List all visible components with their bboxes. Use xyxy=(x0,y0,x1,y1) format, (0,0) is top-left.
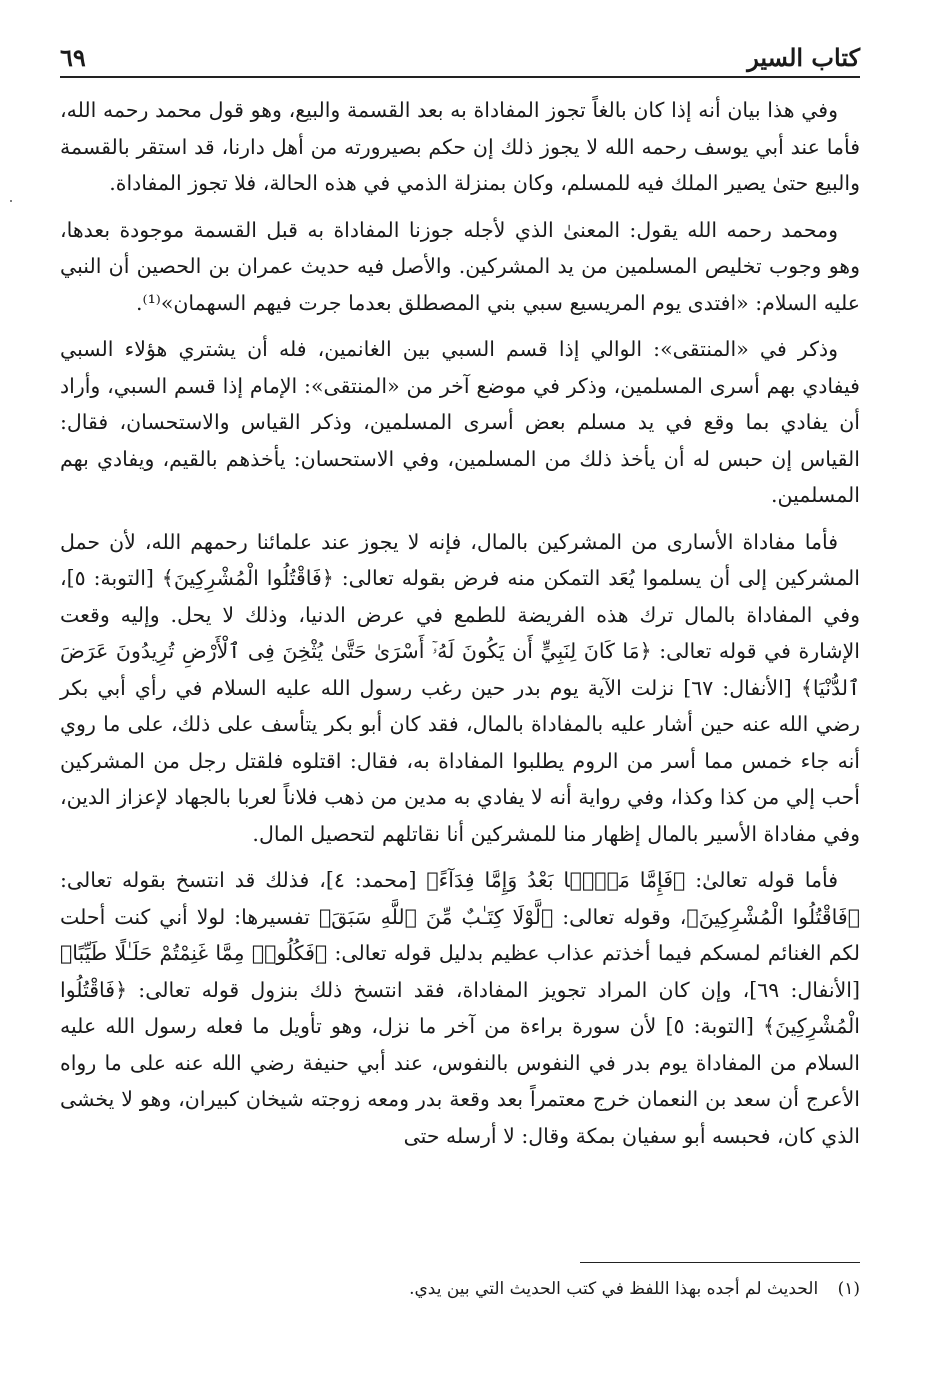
page-header xyxy=(60,28,860,78)
scan-speck xyxy=(10,200,12,202)
footnote-number: (١) xyxy=(837,1279,860,1299)
paragraph: وفي هذا بيان أنه إذا كان بالغاً تجوز المفاداة به بعد القسمة والبيع، وهو قول محمد رحمه الله، فأما عند أبي يوسف رحمه الله لا يجوز ذلك إن حكم بصيرورته من أهل دارنا، قد استقر بالقسمة والبيع حتىٰ يصير الملك فيه للمسلم، وكان بمنزلة الذمي في هذه الحالة، فلا تجوز المفاداة. xyxy=(60,98,860,195)
main-text xyxy=(60,92,860,1164)
paragraph: ومحمد رحمه الله يقول: المعنىٰ الذي لأجله جوزنا المفاداة به قبل القسمة موجودة بعدها، وهو وجوب تخليص المسلمين من يد المشركين. والأصل فيه حديث عمران بن الحصين أن النبي عليه السلام: «افتدى يوم المريسيع سبي بني المصطلق بعدما جرت فيهم السهمان»⁽¹⁾. xyxy=(60,217,860,315)
footnote xyxy=(60,1276,860,1302)
paragraph: فأما قوله تعالىٰ: ﴿فَإِمَّا مَنًّۢا بَعْدُ وَإِمَّا فِدَآءً﴾ [محمد: ٤]، فذلك قد انتسخ بقوله تعالى: ﴿فَاقْتُلُوا الْمُشْرِكِينَ﴾، وقوله تعالى: ﴿لَّوْلَا كِتَـٰبٌ مِّنَ ٱللَّهِ سَبَقَ﴾ تفسيرها: لولا أني كنت أحلت لكم الغنائم لمسكم فيما أخذتم عذاب عظيم بدليل قوله تعالى: ﴿فَكُلُوا۟ مِمَّا غَنِمْتُمْ حَلَـٰلًا طَيِّبًا﴾ [الأنفال: ٦٩]، وإن كان المراد تجويز المفاداة، فقد انتسخ ذلك بنزول قوله تعالى: ﴿فَاقْتُلُوا الْمُشْرِكِينَ﴾ [التوبة: ٥] لأن سورة براءة من آخر ما نزل، وهو تأويل ما فعله رسول الله عليه السلام من المفاداة يوم بدر في النفوس بالنفوس، عند أبي حنيفة رضي الله عنه على ما رواه الأعرج أن سعد بن النعمان خرج معتمراً بعد وقعة بدر ومعه زوجته شيخان كبيران، وهو لا يخشى الذي كان، فحبسه أبو سفيان بمكة وقال: لا أرسله حتى xyxy=(60,868,860,1148)
page-number: ٦٩ xyxy=(60,43,86,72)
paragraph: فأما مفاداة الأسارى من المشركين بالمال، فإنه لا يجوز عند علمائنا رحمهم الله، لأن حمل المشركين إلى أن يسلموا يُعَد التمكن منه فرض بقوله تعالى: ﴿فَاقْتُلُوا الْمُشْرِكِينَ﴾ [التوبة: ٥]، وفي المفاداة بالمال ترك هذه الفريضة للطمع في عرض الدنيا، وذلك لا يحل. وإليه وقعت الإشارة في قوله تعالى: ﴿مَا كَانَ لِنَبِيٍّ أَن يَكُونَ لَهُۥٓ أَسْرَىٰ حَتَّىٰ يُثْخِنَ فِى ٱلْأَرْضِ تُرِيدُونَ عَرَضَ ٱلدُّنْيَا﴾ [الأنفال: ٦٧] نزلت الآية يوم بدر حين رغب رسول الله عليه السلام في رأي أبي بكر رضي الله عنه حين أشار عليه بالمفاداة بالمال، فقد كان أبو بكر يتأسف على ذلك، على ما روي أنه جاء خمس مما أسر من الروم يطلبوا المفاداة به، فقال: اقتلوه فلقتل رجل من المشركين أحب إلي من كذا وكذا، وفي رواية أنه لا يفادي به مدين من ذهب فلاناً لعربا بالجهاد لإعزاز الدين، وفي مفاداة الأسير بالمال إظهار منا للمشركين أنا نقاتلهم لتحصيل المال. xyxy=(60,529,860,846)
footnote-text: الحديث لم أجده بهذا اللفظ في كتب الحديث التي بين يدي. xyxy=(409,1279,819,1299)
paragraph: وذكر في «المنتقى»: الوالي إذا قسم السبي بين الغانمين، فله أن يشتري هؤلاء السبي فيفادي بهم أسرى المسلمين، وذكر في موضع آخر من «المنتقى»: الإمام إذا قسم السبي، وأراد أن يفادي بما وقع في يد مسلم بعض أسرى المسلمين، وذكر القياس والاستحسان، فقال: القياس إن حبس له أن يأخذ ذلك من المسلمين، وفي الاستحسان: يأخذهم بالقيم، ويفادي بهم المسلمين. xyxy=(60,337,860,507)
footnote-divider xyxy=(580,1262,860,1263)
running-title: كتاب السير xyxy=(747,43,860,72)
